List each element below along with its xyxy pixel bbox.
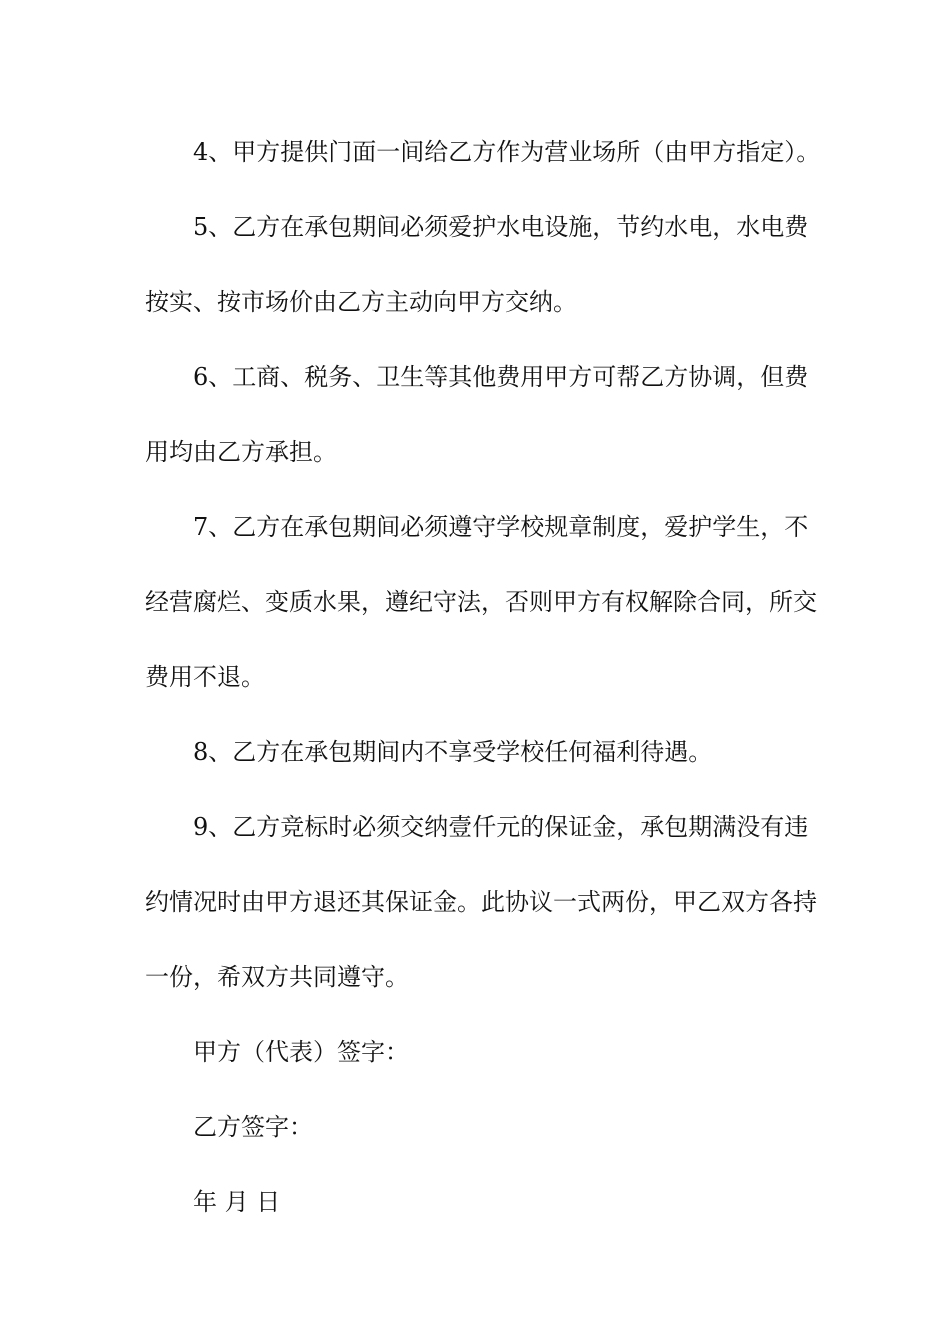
party-a-signature-line: 甲方（代表）签字： [193, 1038, 409, 1066]
date-line: 年 月 日 [193, 1188, 281, 1216]
clause-5: 5、乙方在承包期间必须爱护水电设施，节约水电，水电费按实、按市场价由乙方主动向甲方交纳。 [145, 213, 809, 316]
clause-9: 9、乙方竞标时必须交纳壹仟元的保证金，承包期满没有违约情况时由甲方退还其保证金。此协议一式两份，甲乙双方各持一份，希双方共同遵守。 [145, 813, 817, 991]
party-b-signature-line: 乙方签字： [193, 1113, 313, 1141]
clause-6: 6、工商、税务、卫生等其他费用甲方可帮乙方协调，但费用均由乙方承担。 [145, 363, 809, 466]
clause-4: 4、甲方提供门面一间给乙方作为营业场所（由甲方指定）。 [193, 138, 821, 166]
clause-7: 7、乙方在承包期间必须遵守学校规章制度，爱护学生，不经营腐烂、变质水果，遵纪守法，否则甲方有权解除合同，所交费用不退。 [145, 513, 817, 691]
clause-8: 8、乙方在承包期间内不享受学校任何福利待遇。 [193, 738, 713, 766]
document-body [145, 115, 825, 1240]
